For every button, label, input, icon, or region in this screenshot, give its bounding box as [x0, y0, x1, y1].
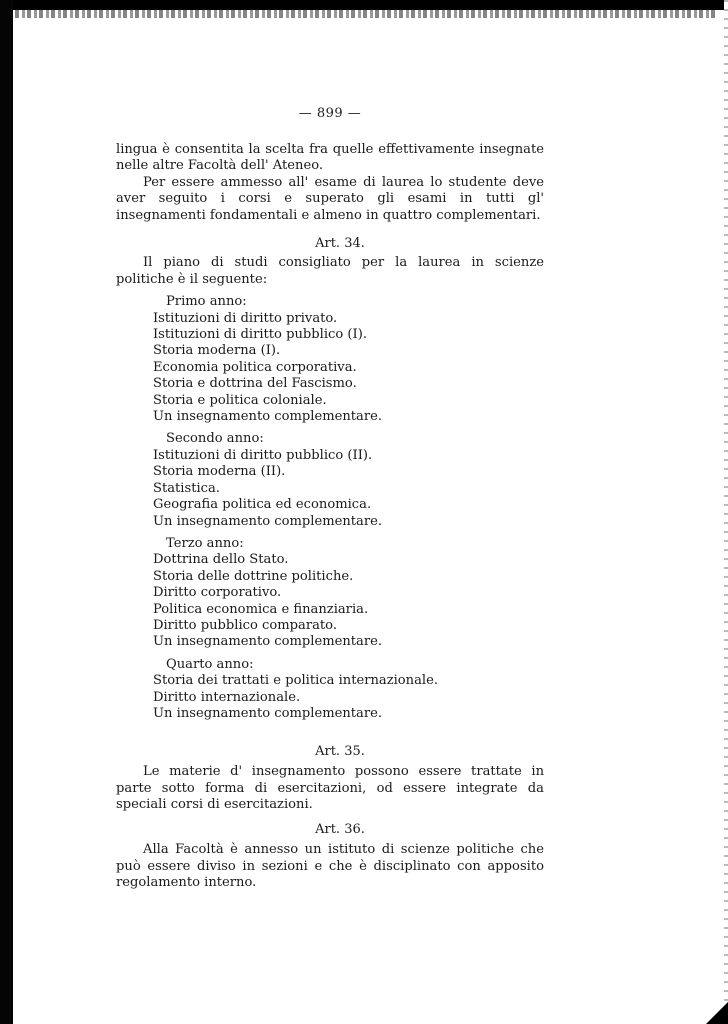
year-heading: Primo anno: [166, 294, 247, 310]
article-34-title: Art. 34. [315, 236, 365, 251]
scan-corner [706, 1002, 728, 1024]
study-plan [116, 294, 544, 722]
course-item: Un insegnamento complementare. [153, 409, 383, 425]
scan-left-border [0, 0, 13, 1024]
course-item: Storia e politica coloniale. [153, 392, 327, 408]
course-item: Istituzioni di diritto privato. [153, 310, 338, 326]
course-item: Dottrina dello Stato. [153, 552, 289, 568]
course-item: Diritto pubblico comparato. [153, 617, 337, 633]
course-item: Un insegnamento complementare. [153, 705, 383, 721]
article-35-text: Le materie d' insegnamento possono essere trattate in parte sotto forma di esercitazioni, od essere integrate da speciali corsi di esercitazioni. [116, 764, 544, 813]
scan-top-fringe [10, 10, 715, 18]
course-item: Economia politica corporativa. [153, 359, 357, 375]
year-block [116, 294, 544, 425]
year-block [116, 657, 544, 723]
article-36-title: Art. 36. [315, 822, 365, 837]
course-item: Statistica. [153, 480, 220, 496]
course-item: Istituzioni di diritto pubblico (I). [153, 327, 367, 343]
course-item: Diritto corporativo. [153, 585, 282, 601]
year-block [116, 431, 544, 529]
year-block [116, 536, 544, 651]
year-heading: Secondo anno: [166, 431, 264, 447]
intro-continuation [116, 142, 544, 224]
course-item: Storia moderna (I). [153, 343, 281, 359]
course-item: Geografia politica ed economica. [153, 497, 372, 513]
course-item: Storia delle dottrine politiche. [153, 568, 354, 584]
year-heading: Quarto anno: [166, 656, 254, 672]
article-35 [116, 744, 544, 814]
scan-top-border [0, 0, 728, 10]
article-34-intro: Il piano di studi consigliato per la laurea in scienze politiche è il seguente: [116, 255, 544, 287]
course-item: Diritto internazionale. [153, 689, 301, 705]
course-item: Un insegnamento complementare. [153, 513, 383, 529]
exam-paragraph: Per essere ammesso all' esame di laurea lo studente deve aver seguito i corsi e superato gli esami in tutti gl' insegnamenti fondamentali e almeno in quattro complementari. [116, 174, 544, 223]
course-item: Storia dei trattati e politica internazionale. [153, 673, 439, 689]
course-item: Istituzioni di diritto pubblico (II). [153, 447, 373, 463]
course-item: Un insegnamento complementare. [153, 634, 383, 650]
course-item: Storia moderna (II). [153, 464, 286, 480]
article-36 [116, 822, 544, 892]
article-36-text: Alla Facoltà è annesso un istituto di scienze politiche che può essere diviso in sezioni e che è disciplinato con apposito regolamento interno. [116, 842, 544, 891]
intro-line: lingua è consentita la scelta fra quelle effettivamente insegnate nelle altre Facoltà dell' Ateneo. [116, 142, 544, 174]
page-number: — 899 — [298, 106, 362, 121]
course-item: Politica economica e finanziaria. [153, 601, 369, 617]
article-35-title: Art. 35. [315, 744, 365, 759]
scan-right-edge [724, 0, 728, 1024]
article-34 [116, 236, 544, 722]
year-heading: Terzo anno: [166, 535, 244, 551]
course-item: Storia e dottrina del Fascismo. [153, 376, 357, 392]
